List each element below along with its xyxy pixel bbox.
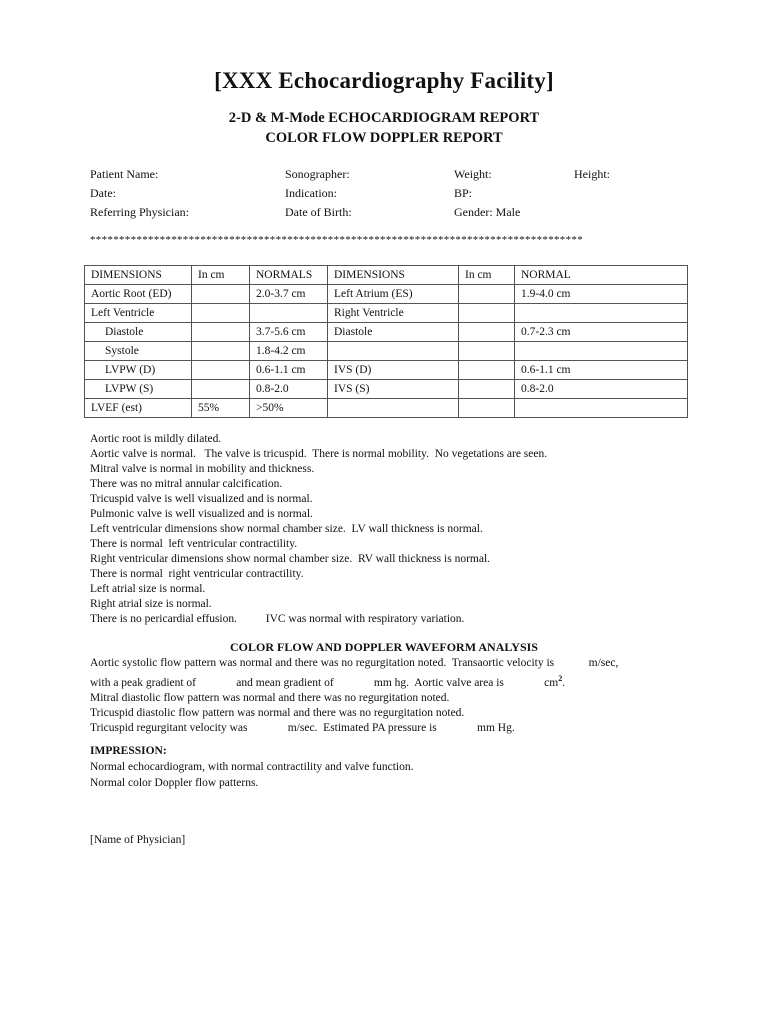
table-row: [85, 342, 688, 361]
table-cell: [192, 304, 250, 323]
table-cell: LVEF (est): [85, 399, 192, 418]
table-cell: Diastole: [328, 323, 459, 342]
table-cell: [459, 323, 515, 342]
finding-line: Tricuspid valve is well visualized and is normal.: [90, 493, 313, 505]
table-cell: [459, 361, 515, 380]
table-cell: [192, 361, 250, 380]
table-header-row: [85, 266, 688, 285]
indication-field: Indication:: [285, 186, 337, 200]
finding-line: There is normal left ventricular contractility.: [90, 538, 298, 550]
finding-line: There was no mitral annular calcification.: [90, 478, 283, 490]
finding-line: Right ventricular dimensions show normal chamber size. RV wall thickness is normal.: [90, 553, 491, 565]
weight-field: Weight:: [454, 167, 492, 181]
table-header-cell: In cm: [459, 266, 515, 285]
table-cell: [459, 380, 515, 399]
table-cell: [515, 342, 688, 361]
table-cell: 0.8-2.0: [250, 380, 328, 399]
table-header-cell: DIMENSIONS: [85, 266, 192, 285]
flow-line-suffix: .: [562, 676, 566, 689]
finding-line: Right atrial size is normal.: [90, 598, 212, 610]
superscript-exponent: 2: [558, 674, 563, 683]
sonographer-field: Sonographer:: [285, 167, 350, 181]
table-cell: LVPW (S): [85, 380, 192, 399]
table-cell: 1.8-4.2 cm: [250, 342, 328, 361]
table-cell: >50%: [250, 399, 328, 418]
separator-line: *************************************************************************************: [90, 234, 583, 246]
table-cell: [515, 304, 688, 323]
finding-line: There is no pericardial effusion. IVC was normal with respiratory variation.: [90, 613, 465, 625]
impression-line: Normal color Doppler flow patterns.: [90, 777, 259, 789]
finding-line: Pulmonic valve is well visualized and is normal.: [90, 508, 313, 520]
table-cell: [250, 304, 328, 323]
table-cell: [192, 380, 250, 399]
table-row: [85, 323, 688, 342]
table-header-cell: NORMAL: [515, 266, 688, 285]
table-cell: [192, 342, 250, 361]
table-cell: 0.7-2.3 cm: [515, 323, 688, 342]
table-cell: [515, 399, 688, 418]
report-subtitle: COLOR FLOW DOPPLER REPORT: [265, 130, 503, 146]
table-cell: Left Atrium (ES): [328, 285, 459, 304]
table-cell: 1.9-4.0 cm: [515, 285, 688, 304]
table-row: [85, 399, 688, 418]
table-cell: IVS (S): [328, 380, 459, 399]
gender-field: Gender: Male: [454, 205, 521, 219]
height-field: Height:: [574, 167, 610, 181]
table-cell: [328, 399, 459, 418]
flow-line-text: with a peak gradient of and mean gradient of mm hg. Aortic valve area is cm: [90, 676, 559, 689]
table-cell: [192, 323, 250, 342]
finding-line: There is normal right ventricular contractility.: [90, 568, 304, 580]
table-row: [85, 380, 688, 399]
flow-line: Tricuspid regurgitant velocity was m/sec. Estimated PA pressure is mm Hg.: [90, 721, 515, 734]
table-cell: [459, 304, 515, 323]
finding-line: Mitral valve is normal in mobility and thickness.: [90, 463, 315, 475]
table-cell: Right Ventricle: [328, 304, 459, 323]
flow-line: [90, 671, 618, 691]
table-cell: [192, 285, 250, 304]
dob-field: Date of Birth:: [285, 205, 352, 219]
patient-name-field: Patient Name:: [90, 167, 159, 181]
bp-field: BP:: [454, 186, 473, 200]
table-cell: [328, 342, 459, 361]
table-cell: 3.7-5.6 cm: [250, 323, 328, 342]
table-cell: Left Ventricle: [85, 304, 192, 323]
table-row: [85, 361, 688, 380]
table-cell: Diastole: [85, 323, 192, 342]
table-cell: [459, 285, 515, 304]
table-cell: 55%: [192, 399, 250, 418]
table-cell: Aortic Root (ED): [85, 285, 192, 304]
color-flow-section: [90, 656, 618, 736]
flow-line: Mitral diastolic flow pattern was normal and there was no regurgitation noted.: [90, 691, 450, 704]
table-cell: [459, 399, 515, 418]
table-header-cell: In cm: [192, 266, 250, 285]
table-cell: 0.6-1.1 cm: [250, 361, 328, 380]
table-cell: [459, 342, 515, 361]
color-flow-heading: COLOR FLOW AND DOPPLER WAVEFORM ANALYSIS: [230, 640, 538, 654]
flow-line: Aortic systolic flow pattern was normal and there was no regurgitation noted. Transaortic velocity is m/sec,: [90, 657, 619, 669]
table-row: [85, 285, 688, 304]
impression-line: Normal echocardiogram, with normal contractility and valve function.: [90, 761, 414, 773]
finding-line: Left atrial size is normal.: [90, 583, 206, 595]
impression-heading: IMPRESSION:: [90, 745, 167, 757]
facility-title: [XXX Echocardiography Facility]: [214, 68, 554, 93]
finding-line: Aortic root is mildly dilated.: [90, 433, 222, 445]
table-cell: Systole: [85, 342, 192, 361]
findings-list: [90, 432, 547, 627]
flow-line: Tricuspid diastolic flow pattern was normal and there was no regurgitation noted.: [90, 706, 465, 719]
table-cell: 0.8-2.0: [515, 380, 688, 399]
impression-section: [90, 743, 414, 791]
table-row: [85, 304, 688, 323]
physician-name: [Name of Physician]: [90, 834, 186, 846]
table-cell: 2.0-3.7 cm: [250, 285, 328, 304]
finding-line: Left ventricular dimensions show normal chamber size. LV wall thickness is normal.: [90, 523, 483, 535]
finding-line: Aortic valve is normal. The valve is tricuspid. There is normal mobility. No vegetations are seen.: [90, 448, 548, 460]
report-title: 2-D & M-Mode ECHOCARDIOGRAM REPORT: [228, 110, 540, 126]
referring-physician-field: Referring Physician:: [90, 205, 189, 219]
table-header-cell: DIMENSIONS: [328, 266, 459, 285]
table-header-cell: NORMALS: [250, 266, 328, 285]
table-cell: 0.6-1.1 cm: [515, 361, 688, 380]
table-cell: LVPW (D): [85, 361, 192, 380]
table-cell: IVS (D): [328, 361, 459, 380]
dimensions-table: [84, 265, 688, 418]
date-field: Date:: [90, 186, 116, 200]
